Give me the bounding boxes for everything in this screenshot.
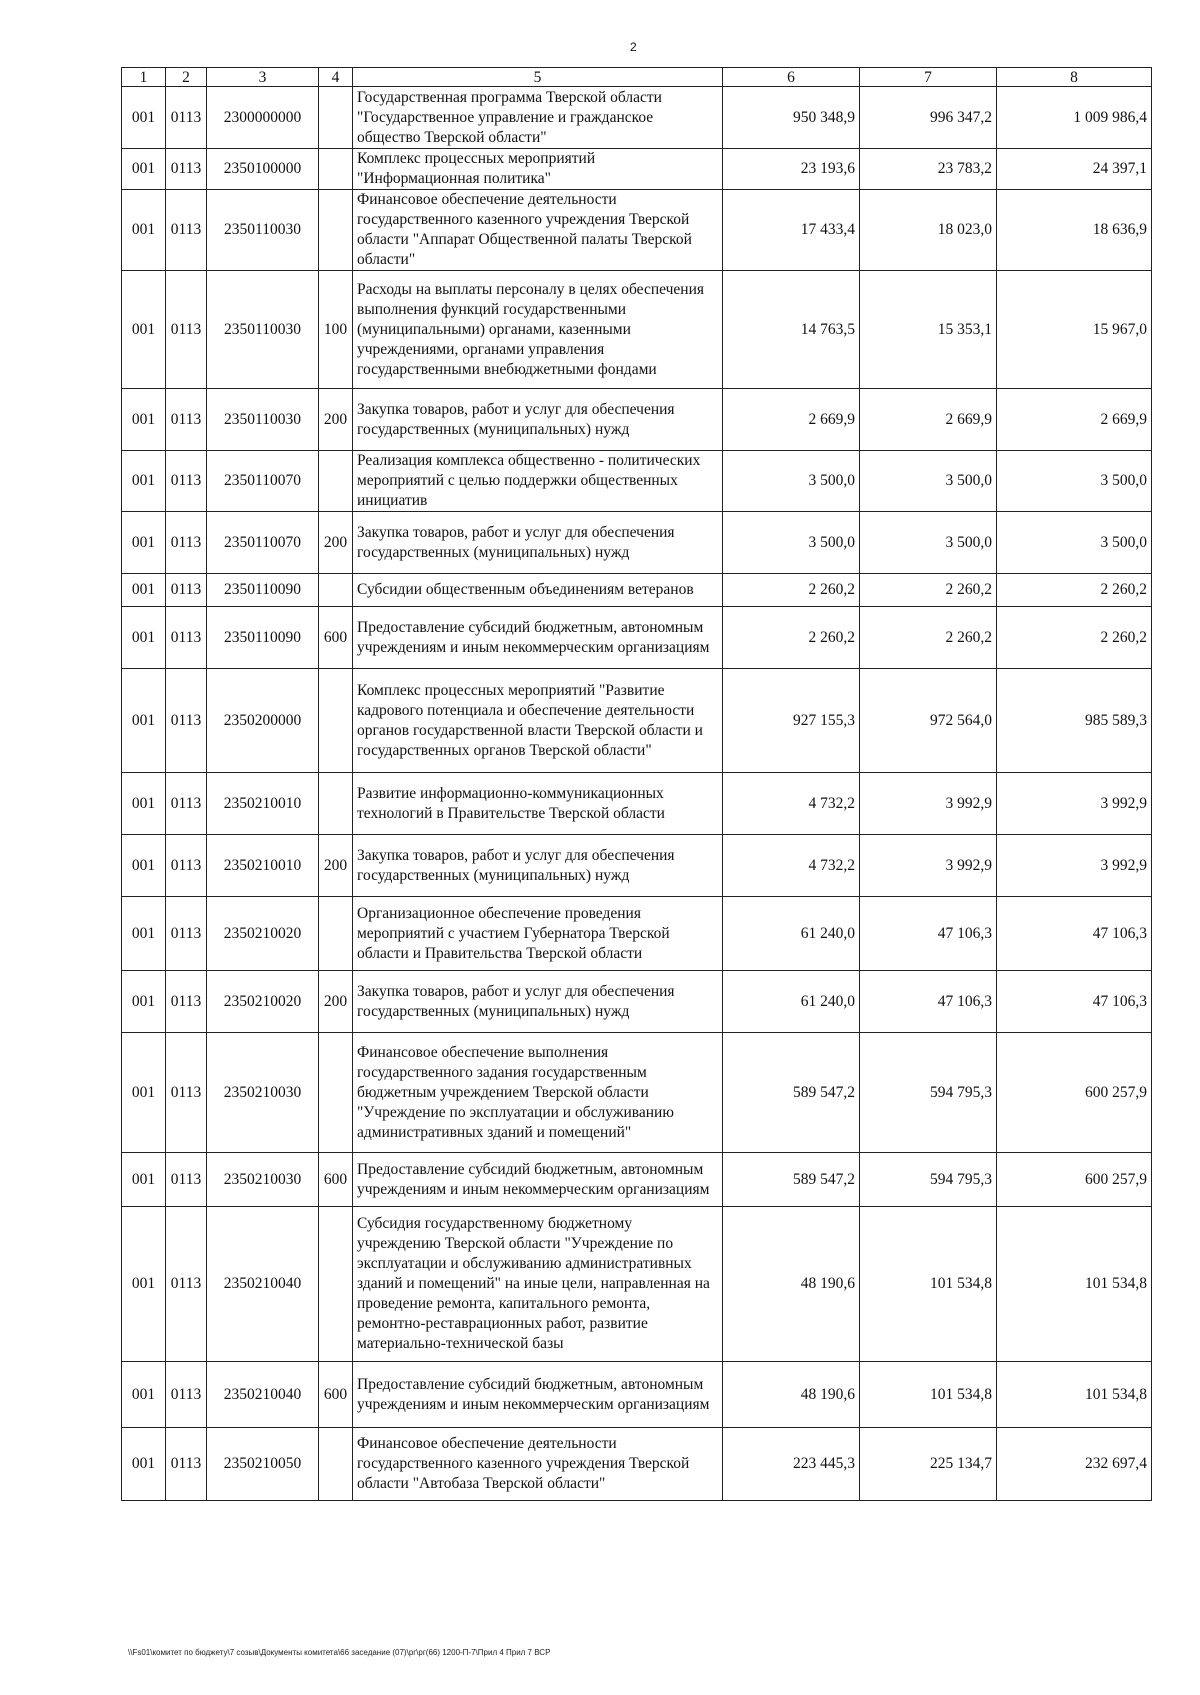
cell-description: Субсидии общественным объединениям ветеранов (353, 574, 723, 607)
cell-section: 0113 (166, 897, 207, 971)
cell-ministry: 001 (122, 835, 166, 897)
cell-section: 0113 (166, 971, 207, 1033)
cell-amount-year1: 2 669,9 (723, 389, 860, 451)
cell-target-article: 2350210030 (207, 1033, 319, 1153)
table-row (122, 451, 1152, 512)
cell-target-article: 2350110070 (207, 451, 319, 512)
cell-ministry: 001 (122, 451, 166, 512)
cell-amount-year1: 3 500,0 (723, 451, 860, 512)
cell-description: Финансовое обеспечение деятельности государственного казенного учреждения Тверской области "Автобаза Тверской области" (353, 1428, 723, 1501)
cell-amount-year3: 24 397,1 (997, 149, 1152, 190)
cell-section: 0113 (166, 1207, 207, 1362)
cell-target-article: 2350110090 (207, 607, 319, 669)
cell-amount-year3: 2 260,2 (997, 607, 1152, 669)
cell-ministry: 001 (122, 190, 166, 271)
cell-amount-year2: 101 534,8 (860, 1362, 997, 1428)
cell-section: 0113 (166, 773, 207, 835)
table-row (122, 897, 1152, 971)
cell-amount-year2: 3 992,9 (860, 835, 997, 897)
column-header: 5 (353, 68, 723, 87)
cell-expense-type: 200 (319, 512, 353, 574)
column-header: 7 (860, 68, 997, 87)
cell-section: 0113 (166, 1033, 207, 1153)
cell-expense-type: 600 (319, 607, 353, 669)
table-row (122, 1428, 1152, 1501)
cell-amount-year2: 594 795,3 (860, 1033, 997, 1153)
cell-amount-year3: 232 697,4 (997, 1428, 1152, 1501)
cell-amount-year1: 223 445,3 (723, 1428, 860, 1501)
cell-amount-year3: 18 636,9 (997, 190, 1152, 271)
cell-amount-year1: 950 348,9 (723, 87, 860, 149)
table-row (122, 190, 1152, 271)
table-row (122, 87, 1152, 149)
cell-amount-year2: 225 134,7 (860, 1428, 997, 1501)
cell-amount-year1: 4 732,2 (723, 773, 860, 835)
cell-amount-year3: 985 589,3 (997, 669, 1152, 773)
cell-expense-type: 200 (319, 835, 353, 897)
table-row (122, 512, 1152, 574)
cell-ministry: 001 (122, 669, 166, 773)
cell-amount-year1: 589 547,2 (723, 1153, 860, 1207)
table-row (122, 389, 1152, 451)
cell-description: Закупка товаров, работ и услуг для обеспечения государственных (муниципальных) нужд (353, 512, 723, 574)
cell-ministry: 001 (122, 971, 166, 1033)
table-row (122, 1362, 1152, 1428)
cell-ministry: 001 (122, 1033, 166, 1153)
cell-target-article: 2350100000 (207, 149, 319, 190)
cell-amount-year2: 996 347,2 (860, 87, 997, 149)
cell-amount-year1: 61 240,0 (723, 971, 860, 1033)
cell-section: 0113 (166, 451, 207, 512)
cell-description: Предоставление субсидий бюджетным, автономным учреждениям и иным некоммерческим организациям (353, 1153, 723, 1207)
table-row (122, 271, 1152, 389)
cell-description: Закупка товаров, работ и услуг для обеспечения государственных (муниципальных) нужд (353, 835, 723, 897)
cell-description: Расходы на выплаты персоналу в целях обеспечения выполнения функций государственными (муниципальными) органами, казенными учреждениями, органами управления государственными внебюджетными фондами (353, 271, 723, 389)
cell-section: 0113 (166, 1362, 207, 1428)
cell-description: Организационное обеспечение проведения мероприятий с участием Губернатора Тверской области и Правительства Тверской области (353, 897, 723, 971)
cell-section: 0113 (166, 190, 207, 271)
cell-amount-year2: 101 534,8 (860, 1207, 997, 1362)
cell-section: 0113 (166, 1428, 207, 1501)
cell-ministry: 001 (122, 607, 166, 669)
cell-target-article: 2350210010 (207, 835, 319, 897)
cell-amount-year1: 589 547,2 (723, 1033, 860, 1153)
cell-expense-type (319, 574, 353, 607)
cell-section: 0113 (166, 607, 207, 669)
cell-description: Финансовое обеспечение деятельности государственного казенного учреждения Тверской области "Аппарат Общественной палаты Тверской области" (353, 190, 723, 271)
cell-ministry: 001 (122, 1207, 166, 1362)
cell-amount-year3: 600 257,9 (997, 1153, 1152, 1207)
cell-target-article: 2300000000 (207, 87, 319, 149)
cell-amount-year2: 2 260,2 (860, 574, 997, 607)
cell-target-article: 2350210050 (207, 1428, 319, 1501)
cell-ministry: 001 (122, 1428, 166, 1501)
cell-ministry: 001 (122, 773, 166, 835)
cell-amount-year3: 47 106,3 (997, 897, 1152, 971)
column-header: 4 (319, 68, 353, 87)
cell-expense-type (319, 451, 353, 512)
column-header: 3 (207, 68, 319, 87)
cell-description: Предоставление субсидий бюджетным, автономным учреждениям и иным некоммерческим организациям (353, 607, 723, 669)
cell-amount-year3: 2 669,9 (997, 389, 1152, 451)
cell-amount-year3: 600 257,9 (997, 1033, 1152, 1153)
cell-amount-year2: 2 260,2 (860, 607, 997, 669)
cell-ministry: 001 (122, 512, 166, 574)
cell-ministry: 001 (122, 271, 166, 389)
cell-amount-year1: 23 193,6 (723, 149, 860, 190)
cell-target-article: 2350200000 (207, 669, 319, 773)
cell-expense-type (319, 897, 353, 971)
cell-amount-year2: 47 106,3 (860, 897, 997, 971)
table-row (122, 773, 1152, 835)
cell-ministry: 001 (122, 1153, 166, 1207)
cell-target-article: 2350110030 (207, 271, 319, 389)
table-row (122, 607, 1152, 669)
cell-amount-year3: 3 500,0 (997, 451, 1152, 512)
cell-ministry: 001 (122, 897, 166, 971)
cell-amount-year3: 101 534,8 (997, 1207, 1152, 1362)
cell-description: Комплекс процессных мероприятий "Информационная политика" (353, 149, 723, 190)
cell-description: Комплекс процессных мероприятий "Развитие кадрового потенциала и обеспечение деятельности органов государственной власти Тверской области и государственных органов Тверской области" (353, 669, 723, 773)
cell-expense-type: 600 (319, 1362, 353, 1428)
page-number: 2 (630, 40, 637, 54)
cell-expense-type (319, 190, 353, 271)
cell-target-article: 2350210020 (207, 971, 319, 1033)
cell-target-article: 2350110030 (207, 190, 319, 271)
cell-amount-year2: 47 106,3 (860, 971, 997, 1033)
cell-ministry: 001 (122, 149, 166, 190)
cell-amount-year3: 101 534,8 (997, 1362, 1152, 1428)
cell-description: Государственная программа Тверской области "Государственное управление и гражданское общество Тверской области" (353, 87, 723, 149)
cell-description: Предоставление субсидий бюджетным, автономным учреждениям и иным некоммерческим организациям (353, 1362, 723, 1428)
cell-amount-year2: 18 023,0 (860, 190, 997, 271)
cell-expense-type: 200 (319, 971, 353, 1033)
cell-amount-year1: 3 500,0 (723, 512, 860, 574)
cell-amount-year3: 3 992,9 (997, 835, 1152, 897)
cell-section: 0113 (166, 87, 207, 149)
cell-amount-year3: 15 967,0 (997, 271, 1152, 389)
budget-table (121, 67, 1152, 1501)
cell-description: Закупка товаров, работ и услуг для обеспечения государственных (муниципальных) нужд (353, 389, 723, 451)
cell-target-article: 2350110070 (207, 512, 319, 574)
cell-ministry: 001 (122, 574, 166, 607)
cell-section: 0113 (166, 149, 207, 190)
cell-amount-year1: 4 732,2 (723, 835, 860, 897)
cell-amount-year1: 61 240,0 (723, 897, 860, 971)
cell-amount-year1: 927 155,3 (723, 669, 860, 773)
cell-expense-type (319, 669, 353, 773)
cell-amount-year2: 3 500,0 (860, 512, 997, 574)
cell-target-article: 2350210010 (207, 773, 319, 835)
cell-expense-type (319, 1207, 353, 1362)
cell-description: Финансовое обеспечение выполнения государственного задания государственным бюджетным учреждением Тверской области "Учреждение по эксплуатации и обслуживанию административных зданий и помещений" (353, 1033, 723, 1153)
table-row (122, 669, 1152, 773)
cell-description: Субсидия государственному бюджетному учреждению Тверской области "Учреждение по эксплуатации и обслуживанию административных зданий и помещений" на иные цели, направленная на проведение ремонта, капитального ремонта, ремонтно-реставрационных работ, развитие материально-технической базы (353, 1207, 723, 1362)
cell-amount-year1: 48 190,6 (723, 1362, 860, 1428)
cell-description: Развитие информационно-коммуникационных технологий в Правительстве Тверской области (353, 773, 723, 835)
cell-section: 0113 (166, 271, 207, 389)
cell-expense-type (319, 1033, 353, 1153)
cell-section: 0113 (166, 574, 207, 607)
cell-amount-year3: 47 106,3 (997, 971, 1152, 1033)
column-header: 2 (166, 68, 207, 87)
cell-amount-year1: 2 260,2 (723, 607, 860, 669)
cell-amount-year2: 972 564,0 (860, 669, 997, 773)
cell-expense-type (319, 149, 353, 190)
table-row (122, 149, 1152, 190)
table-row (122, 835, 1152, 897)
cell-description: Реализация комплекса общественно - политических мероприятий с целью поддержки общественных инициатив (353, 451, 723, 512)
header-row (122, 68, 1152, 87)
cell-expense-type: 200 (319, 389, 353, 451)
cell-target-article: 2350210030 (207, 1153, 319, 1207)
cell-amount-year1: 48 190,6 (723, 1207, 860, 1362)
cell-section: 0113 (166, 669, 207, 773)
table-row (122, 1033, 1152, 1153)
cell-amount-year3: 3 500,0 (997, 512, 1152, 574)
cell-expense-type (319, 87, 353, 149)
column-header: 8 (997, 68, 1152, 87)
cell-amount-year2: 594 795,3 (860, 1153, 997, 1207)
cell-expense-type (319, 1428, 353, 1501)
cell-section: 0113 (166, 389, 207, 451)
cell-ministry: 001 (122, 1362, 166, 1428)
cell-section: 0113 (166, 835, 207, 897)
cell-target-article: 2350110090 (207, 574, 319, 607)
cell-target-article: 2350210020 (207, 897, 319, 971)
cell-amount-year1: 14 763,5 (723, 271, 860, 389)
cell-section: 0113 (166, 512, 207, 574)
cell-amount-year1: 17 433,4 (723, 190, 860, 271)
cell-amount-year3: 1 009 986,4 (997, 87, 1152, 149)
cell-amount-year1: 2 260,2 (723, 574, 860, 607)
cell-expense-type (319, 773, 353, 835)
cell-expense-type: 600 (319, 1153, 353, 1207)
cell-amount-year3: 3 992,9 (997, 773, 1152, 835)
cell-target-article: 2350210040 (207, 1207, 319, 1362)
cell-description: Закупка товаров, работ и услуг для обеспечения государственных (муниципальных) нужд (353, 971, 723, 1033)
file-path-footer: \\Fs01\комитет по бюджету\7 созыв\Документы комитета\66 заседание (07)\рг\рг(66) 1200-П-7\Прил 4 Прил 7 ВСР (128, 1648, 551, 1657)
cell-ministry: 001 (122, 389, 166, 451)
cell-amount-year2: 3 500,0 (860, 451, 997, 512)
cell-target-article: 2350110030 (207, 389, 319, 451)
column-header: 6 (723, 68, 860, 87)
cell-target-article: 2350210040 (207, 1362, 319, 1428)
table-row (122, 971, 1152, 1033)
cell-amount-year2: 3 992,9 (860, 773, 997, 835)
cell-amount-year2: 23 783,2 (860, 149, 997, 190)
cell-amount-year3: 2 260,2 (997, 574, 1152, 607)
table-row (122, 574, 1152, 607)
cell-ministry: 001 (122, 87, 166, 149)
cell-amount-year2: 15 353,1 (860, 271, 997, 389)
table-row (122, 1153, 1152, 1207)
cell-amount-year2: 2 669,9 (860, 389, 997, 451)
cell-section: 0113 (166, 1153, 207, 1207)
column-header: 1 (122, 68, 166, 87)
cell-expense-type: 100 (319, 271, 353, 389)
table-row (122, 1207, 1152, 1362)
